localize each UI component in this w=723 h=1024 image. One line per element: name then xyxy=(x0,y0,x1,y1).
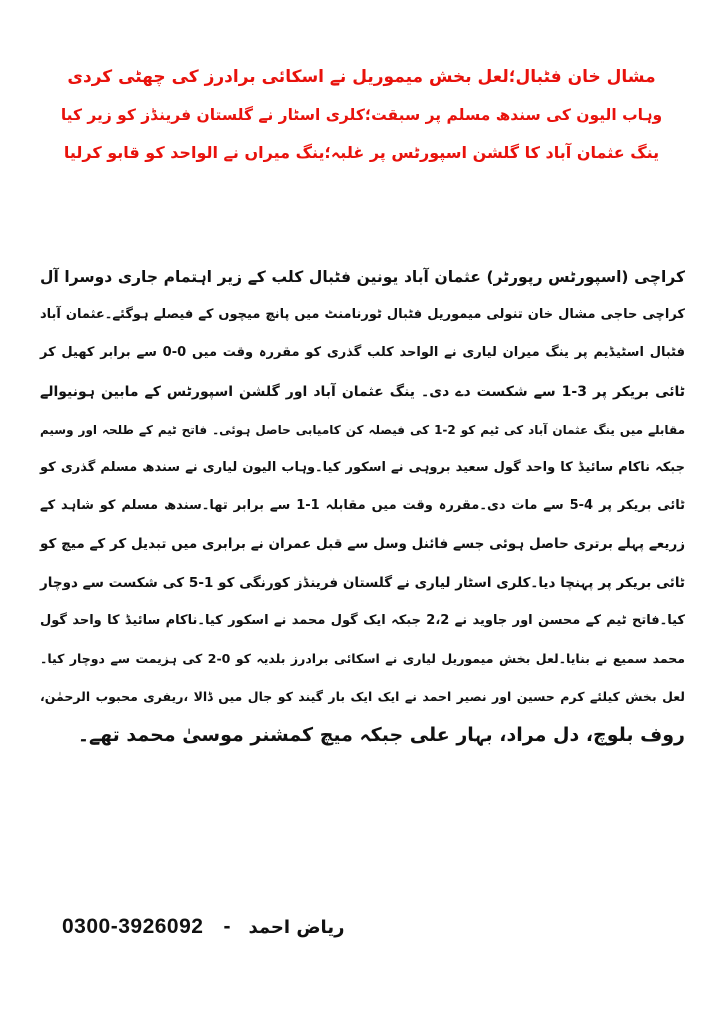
body-line: روف بلوچ، دل مراد، بہار علی جبکہ میچ کمشنر موسیٰ محمد تھے۔ xyxy=(77,724,685,747)
body-line: کراچی حاجی مشال خان تنولی میموریل فٹبال ٹورنامنٹ میں پانچ میچوں کے فیصلے ہوگئے۔عثمان آباد xyxy=(40,307,685,323)
headline-1: مشال خان فٹبال؛لعل بخش میموریل نے اسکائی برادرز کی چھٹی کردی xyxy=(67,67,656,87)
article-body xyxy=(40,258,685,755)
body-line: محمد سمیع نے بنایا۔لعل بخش میموریل لیاری نے اسکائی برادرز بلدیہ کو 0-2 کی ہزیمت سے دوچار کیا۔ xyxy=(40,651,686,667)
body-line: ٹائی بریکر پر 3-1 سے شکست دے دی۔ ینگ عثمان آباد اور گلشن اسپورٹس کے مابین ہونیوالے xyxy=(40,383,685,400)
headline-3: ینگ عثمان آباد کا گلشن اسپورٹس پر غلبہ؛ینگ میراں نے الواحد کو قابو کرلیا xyxy=(63,143,660,162)
body-line: مقابلے میں ینگ عثمان آباد کی ٹیم کو 2-1 کی فیصلہ کن کامیابی حاصل ہوئی۔ فاتح ٹیم کے طلحہ اور وسیم xyxy=(40,422,686,437)
byline xyxy=(62,910,362,944)
headline-2: وہاب الیون کی سندھ مسلم پر سبقت؛کلری اسٹار نے گلستان فرینڈز کو زیر کیا xyxy=(60,106,663,124)
phone-number: 0300-3926092 xyxy=(62,915,204,938)
author-name: ریاض احمد xyxy=(248,916,345,938)
byline-separator: - xyxy=(223,915,231,938)
body-line: لعل بخش کیلئے کرم حسین اور نصیر احمد نے ایک ایک بار گیند کو جال میں ڈالا ،ریفری محبوب الرحمٰن، xyxy=(40,689,685,705)
body-line: زریعے پہلے برتری حاصل ہوئی جسے فائنل وسل سے قبل عمران نے برابری میں تبدیل کر کے میچ کو xyxy=(40,536,685,553)
body-line: جبکہ ناکام سائیڈ کا واحد گول سعید بروہی نے اسکور کیا۔وہاب الیون لیاری نے سندھ مسلم گذری کو xyxy=(40,460,685,476)
body-line: کیا۔فاتح ٹیم کے محسن اور جاوید نے 2،2 جبکہ ایک گول محمد نے اسکور کیا۔ناکام سائیڈ کا واحد گول xyxy=(40,612,685,628)
body-line: ٹائی بریکر پر پہنچا دیا۔کلری اسٹار لیاری نے گلستان فرینڈز کورنگی کو 1-5 کی شکست سے دوچار xyxy=(40,574,685,591)
headline-block xyxy=(60,58,663,172)
body-line: ٹائی بریکر پر 4-5 سے مات دی۔مقررہ وقت میں مقابلہ 1-1 سے برابر تھا۔سندھ مسلم کو شاہد کے xyxy=(40,498,686,514)
body-line: کراچی (اسپورٹس رپورٹر) عثمان آباد یونین فٹبال کلب کے زیر اہتمام جاری دوسرا آل xyxy=(40,268,685,286)
body-line: فٹبال اسٹیڈیم پر ینگ میران لیاری نے الواحد کلب گذری کو مقررہ وقت میں 0-0 سے برابر کھیل کر xyxy=(40,345,685,361)
